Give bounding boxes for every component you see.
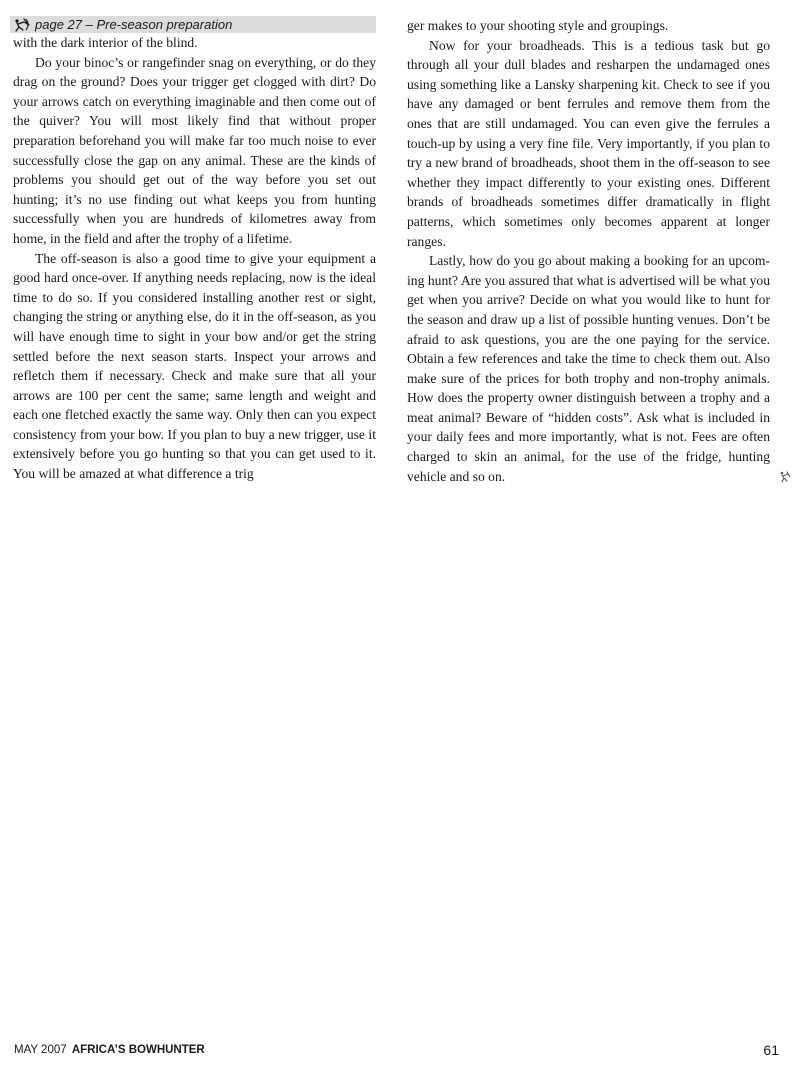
paragraph: Do your binoc’s or rangefinder snag on everything, or do they drag on the ground? Does your trigger get clogged with dirt? Do your arrows catch on everything imaginable and then come out of the quiver? You will most likely find that without proper preparation beforehand you will make far too much noise to ever successfully close the gap on any animal. These are the kinds of problems you should get out of the way before you set out hunting; it’s no use finding out what keeps you from hunting successfully when you are hundreds of kilometres away from home, in the field and after the trophy of a lifetime. (13, 54, 376, 246)
footer-publication (14, 1041, 205, 1059)
right-column (407, 16, 770, 486)
archer-icon (13, 18, 31, 32)
paragraph: with the dark interior of the blind. (13, 35, 198, 50)
paragraph: ger makes to your shooting style and groupings. (407, 18, 669, 33)
continued-label: page 27 – Pre-season preparation (35, 17, 233, 32)
paragraph-text: Lastly, how do you go about making a booking for an upcoming hunt? Are you assured that what is advertised will be what you get when you arrive? Decide on what you would like to hunt for the season and draw up a list of possible hunting venues. Don’t be afraid to ask questions, you are the one paying for the service. Obtain a few references and take the time to check them out. Also make sure of the prices for both trophy and non-trophy animals. How does the property owner distinguish between a trophy and a meat animal? Beware of “hidden costs”. Ask what is included in your daily fees and more importantly, what is not. Fees are often charged to skin an animal, for the use of the fridge, hunting vehicle and so on. (407, 253, 770, 484)
continued-from-header (10, 16, 376, 33)
footer-date: MAY 2007 (14, 1044, 67, 1056)
page-number: 61 (763, 1042, 779, 1058)
left-column (13, 16, 376, 484)
end-of-article-icon (756, 470, 770, 484)
footer-magazine-name: AFRICA’S BOWHUNTER (71, 1044, 205, 1056)
page-footer (14, 1041, 779, 1059)
paragraph: Now for your broadheads. This is a tedious task but go through all your dull blades and resharpen the undamaged ones using something like a Lansky sharpening kit. Check to see if you have any damaged or bent ferrules and remove them from the ones that are still undamaged. You can even give the ferrules a touch-up by using a very fine file. Very importantly, if you plan to try a new brand of broadheads, shoot them in the off-season to see whether they impact differently to your existing ones. Different brands of broadheads sometimes differ dramatically in flight patterns, which sometimes only becomes apparent at longer ranges. (407, 37, 770, 249)
paragraph (407, 251, 770, 486)
paragraph: The off-season is also a good time to give your equipment a good hard once-over. If anything needs replacing, now is the ideal time to do so. If you considered installing another rest or sight, changing the string or anything else, do it in the off-season, as you will have enough time to sight in your bow and/or get the string settled before the next season starts. Inspect your arrows and refletch them if necessary. Check and make sure that all your arrows are 100 per cent the same; same length and weight and each one fletched exactly the same way. Only then can you expect consistency from your bow. If you plan to buy a new trigger, use it extensively before you go hunting so that you can get used to it. You will be amazed at what difference a trig (13, 250, 376, 482)
